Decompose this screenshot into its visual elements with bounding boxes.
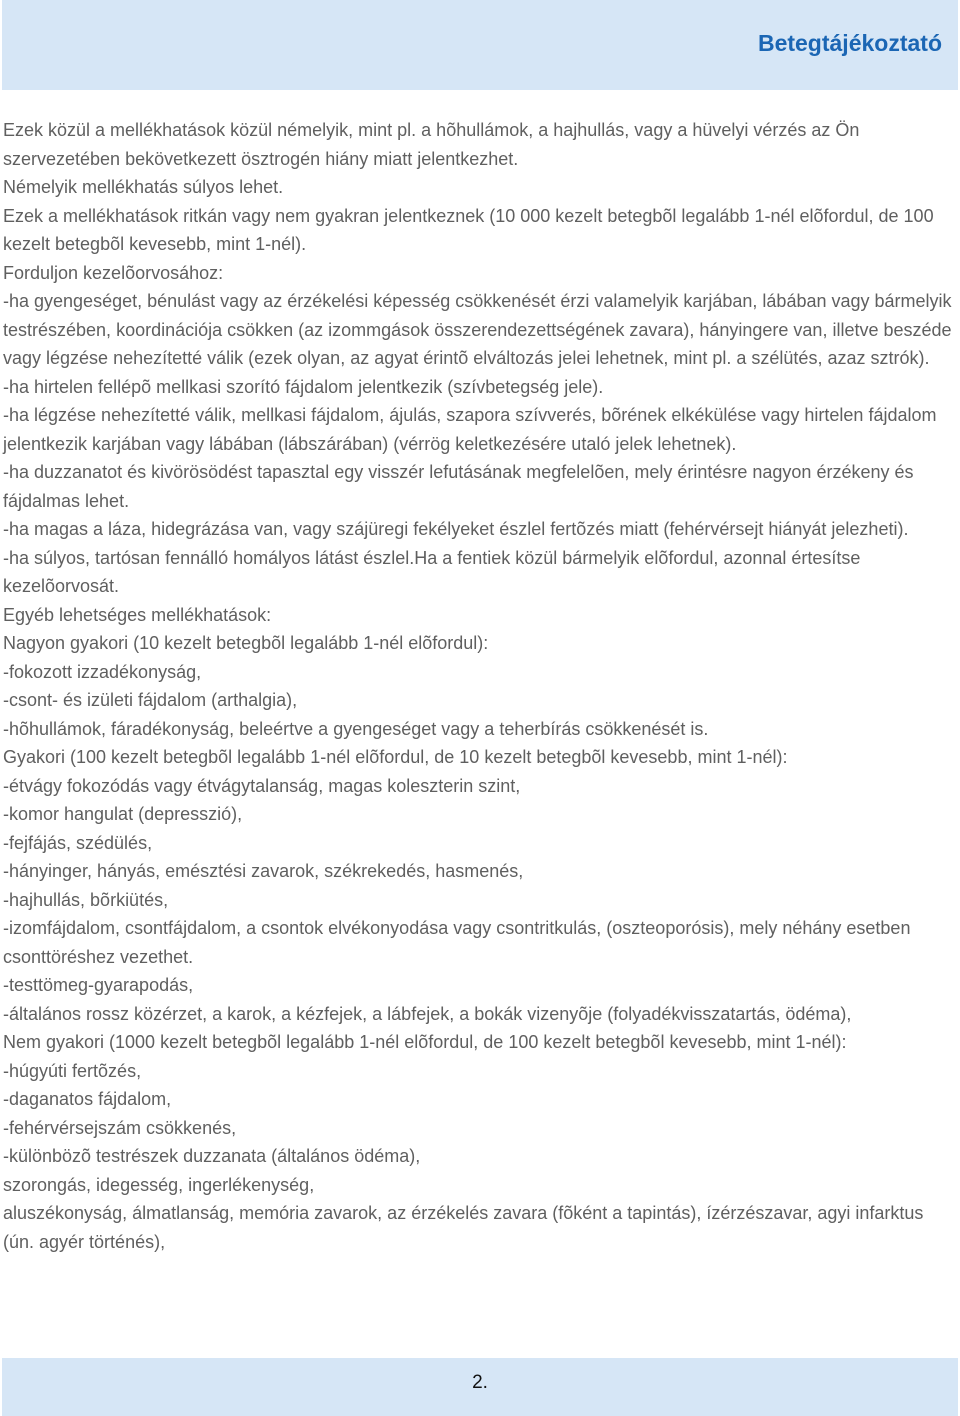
paragraph: -hõhullámok, fáradékonyság, beleértve a gyengeséget vagy a teherbírás csökkenését is. xyxy=(3,718,709,739)
paragraph: -fehérvérsejszám csökkenés, xyxy=(3,1117,237,1138)
paragraph: Ezek közül a mellékhatások közül némelyik, mint pl. a hõhullámok, a hajhullás, vagy a hüvelyi vérzés az Ön szervezetében bekövetkezett ösztrogén hiány miatt jelentkezhet. xyxy=(3,120,860,169)
paragraph: -hányinger, hányás, emésztési zavarok, székrekedés, hasmenés, xyxy=(3,861,524,881)
page-number: 2. xyxy=(472,1372,488,1393)
paragraph: szorongás, idegesség, ingerlékenység, xyxy=(3,1174,315,1195)
paragraph: -általános rossz közérzet, a karok, a kézfejek, a lábfejek, a bokák vizenyõje (folyadékvisszatartás, ödéma), xyxy=(3,1003,852,1024)
paragraph: Ezek a mellékhatások ritkán vagy nem gyakran jelentkeznek (10 000 kezelt betegbõl legalább 1-nél elõfordul, de 100 kezelt betegbõl kevesebb, mint 1-nél). xyxy=(3,205,934,254)
document-body xyxy=(3,116,958,1256)
paragraph: -izomfájdalom, csontfájdalom, a csontok elvékonyodása vagy csontritkulás, (oszteoporósis), mely néhány esetben csonttöréshez vezethet. xyxy=(3,918,911,967)
paragraph: Nem gyakori (1000 kezelt betegbõl legalább 1-nél elõfordul, de 100 kezelt betegbõl kevesebb, mint 1-nél): xyxy=(3,1032,847,1052)
paragraph: -hajhullás, bõrkiütés, xyxy=(3,889,169,910)
paragraph: Némelyik mellékhatás súlyos lehet. xyxy=(3,177,284,197)
document-title: Betegtájékoztató xyxy=(757,30,942,56)
footer-band xyxy=(2,1358,958,1416)
paragraph: -ha hirtelen fellépõ mellkasi szorító fájdalom jelentkezik (szívbetegség jele). xyxy=(3,376,604,397)
paragraph: -fokozott izzadékonyság, xyxy=(3,661,202,682)
paragraph: -testtömeg-gyarapodás, xyxy=(3,975,194,995)
paragraph: Egyéb lehetséges mellékhatások: xyxy=(3,604,272,625)
paragraph: Nagyon gyakori (10 kezelt betegbõl legalább 1-nél elõfordul): xyxy=(3,633,489,653)
paragraph: -ha légzése nehezítetté válik, mellkasi fájdalom, ájulás, szapora szívverés, bõrének elkékülése vagy hirtelen fájdalom jelentkezik karjában vagy lábában (lábszárában) (vérrög keletkezésére utaló jelek lehetnek). xyxy=(3,405,937,454)
paragraph: Forduljon kezelõorvosához: xyxy=(3,262,224,283)
header-band xyxy=(2,0,958,90)
paragraph: aluszékonyság, álmatlanság, memória zavarok, az érzékelés zavara (fõként a tapintás), ízérzészavar, agyi infarktus (ún. agyér történés), xyxy=(3,1203,924,1252)
paragraph: -különbözõ testrészek duzzanata (általános ödéma), xyxy=(3,1146,421,1166)
paragraph: -ha duzzanatot és kivörösödést tapasztal egy visszér lefutásának megfelelõen, mely érintésre nagyon érzékeny és fájdalmas lehet. xyxy=(3,462,914,511)
paragraph: -húgyúti fertõzés, xyxy=(3,1060,142,1081)
paragraph: -fejfájás, szédülés, xyxy=(3,832,153,853)
paragraph: -ha súlyos, tartósan fennálló homályos látást észlel.Ha a fentiek közül bármelyik elõfordul, azonnal értesítse kezelõorvosát. xyxy=(3,547,861,596)
paragraph: -ha magas a láza, hidegrázása van, vagy szájüregi fekélyeket észlel fertõzés miatt (fehérvérsejt hiányát jelezheti). xyxy=(3,519,909,539)
paragraph: -komor hangulat (depresszió), xyxy=(3,804,243,824)
paragraph: -csont- és izületi fájdalom (arthalgia), xyxy=(3,690,298,710)
paragraph: -étvágy fokozódás vagy étvágytalanság, magas koleszterin szint, xyxy=(3,775,521,796)
paragraph: Gyakori (100 kezelt betegbõl legalább 1-nél elõfordul, de 10 kezelt betegbõl kevesebb, mint 1-nél): xyxy=(3,747,788,767)
paragraph: -ha gyengeséget, bénulást vagy az érzékelési képesség csökkenését érzi valamelyik karjában, lábában vagy bármelyik testrészében, koordinációja csökken (az izommgások összerendezettségének zavara), hányingere van, illetve beszéde vagy légzése nehezítetté válik (ezek olyan, az agyat érintõ elváltozás jelei lehetnek, mint pl. a szélütés, azaz sztrók). xyxy=(3,291,952,368)
paragraph: -daganatos fájdalom, xyxy=(3,1089,172,1109)
